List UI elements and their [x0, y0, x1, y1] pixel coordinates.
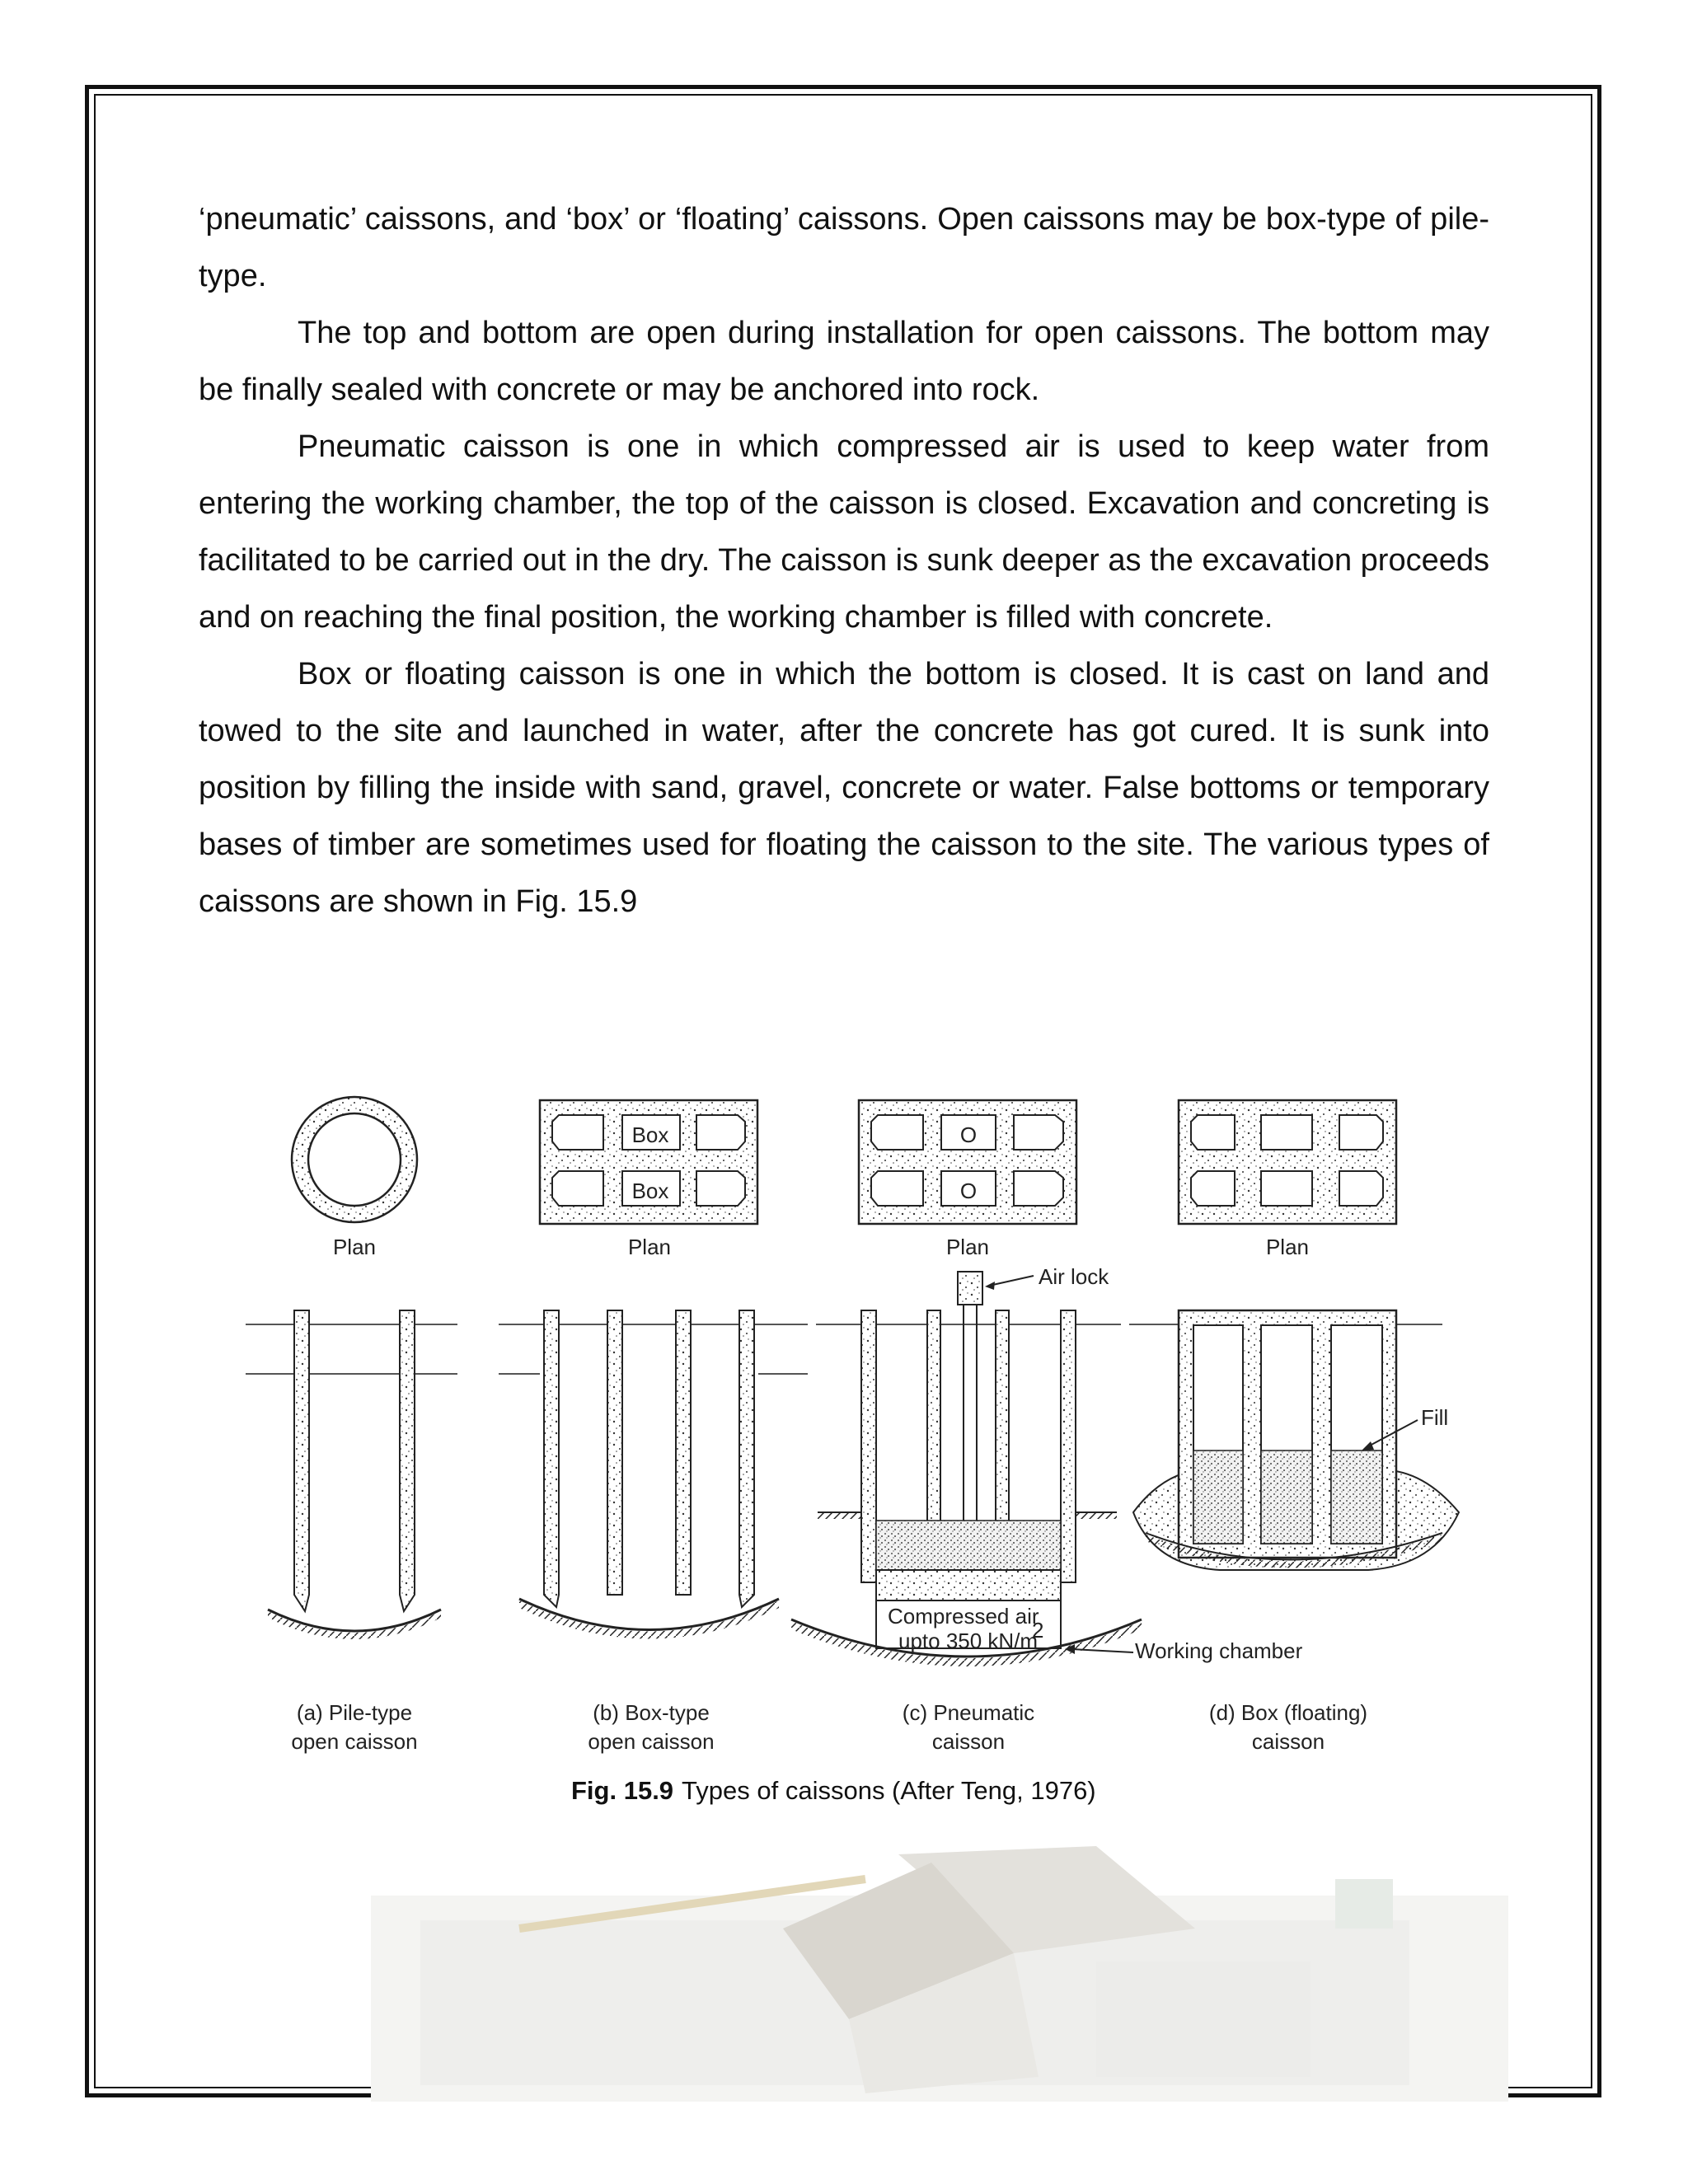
plan-c-pneumatic — [859, 1100, 1076, 1224]
subcaption-b-line1: (b) Box-type — [593, 1700, 710, 1725]
subcaption-d-line1: (d) Box (floating) — [1208, 1700, 1368, 1725]
figure-caption — [571, 1776, 1096, 1805]
plan-a-ring — [292, 1097, 417, 1222]
air-lock-label: Air lock — [1039, 1264, 1109, 1289]
paragraph-1: ‘pneumatic’ caissons, and ‘box’ or ‘floating’ caissons. Open caissons may be box-type of pile-type. — [199, 202, 1489, 293]
plan-label-a: Plan — [332, 1235, 377, 1259]
paragraph-3: Pneumatic caisson is one in which compressed air is used to keep water from entering the working chamber, the top of the caisson is closed. Excavation and concreting is facilitated to be carried out in the dry. The caisson is sunk deeper as the excavation proceeds and on reaching the final position, the working chamber is filled with concrete. — [199, 429, 1489, 635]
figure-number: Fig. 15.9 — [571, 1776, 674, 1805]
house-blueprint-watermark — [272, 1830, 1558, 2102]
plan-b-box — [540, 1100, 757, 1224]
subcaption-a-line2: open caisson — [291, 1729, 418, 1754]
plan-label-c: Plan — [945, 1235, 990, 1259]
plan-label-b: Plan — [627, 1235, 672, 1259]
body-text — [199, 191, 1489, 930]
elevation-b-box-type — [499, 1310, 808, 1639]
subcaption-c-line1: (c) Pneumatic — [902, 1700, 1035, 1725]
pressure-label: upto 350 kN/m — [898, 1629, 1039, 1653]
caisson-types-figure — [231, 1084, 1533, 1850]
superscript-2: 2 — [1032, 1618, 1044, 1643]
subcaption-b-line2: open caisson — [588, 1729, 715, 1754]
figure-caption-text: Types of caissons (After Teng, 1976) — [682, 1776, 1096, 1805]
working-chamber-label: Working chamber — [1135, 1638, 1303, 1663]
paragraph-2: The top and bottom are open during installation for open caissons. The bottom may be finally sealed with concrete or may be anchored into rock. — [199, 316, 1489, 407]
subcaption-c-line2: caisson — [931, 1729, 1006, 1754]
plan-label-d: Plan — [1265, 1235, 1310, 1259]
plan-d-floating — [1179, 1100, 1396, 1224]
paragraph-4: Box or floating caisson is one in which the bottom is closed. It is cast on land and towed to the site and launched in water, after the concrete has got cured. It is sunk into position by filling the inside with sand, gravel, concrete or water. False bottoms or temporary bases of timber are sometimes used for floating the caisson to the site. The various types of caissons are shown in Fig. 15.9 — [199, 657, 1489, 919]
compressed-air-label: Compressed air — [888, 1604, 1039, 1629]
subcaption-a-line1: (a) Pile-type — [296, 1700, 413, 1725]
caisson-diagram — [231, 1084, 1533, 1850]
opening-label-top: O — [959, 1122, 978, 1147]
fill-label: Fill — [1421, 1405, 1449, 1430]
subcaption-d-line2: caisson — [1251, 1729, 1325, 1754]
elevation-d-floating — [1129, 1310, 1459, 1570]
box-label-bottom: Box — [631, 1179, 669, 1203]
elevation-a-pile-type — [246, 1310, 457, 1639]
opening-label-bottom: O — [959, 1179, 978, 1203]
box-label-top: Box — [631, 1122, 669, 1147]
